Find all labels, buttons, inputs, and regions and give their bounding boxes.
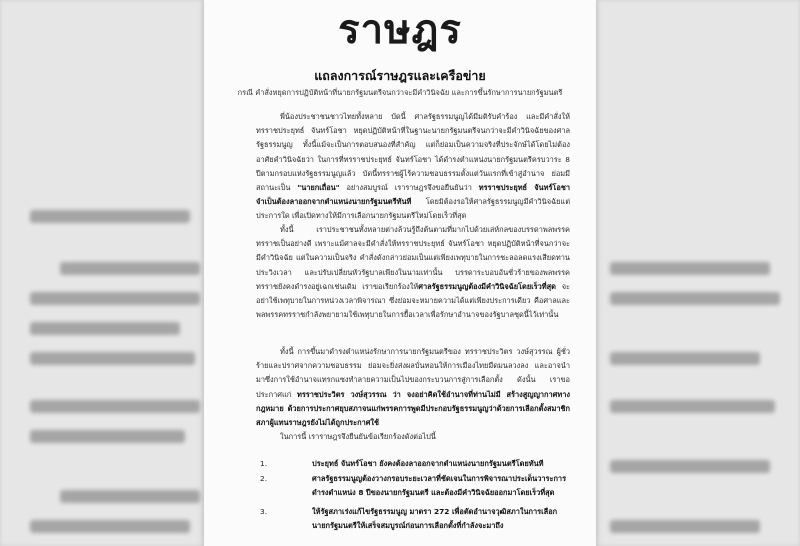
paragraph-3: [256, 345, 570, 430]
paragraph-1-emphasis-2: ทรราชประยุทธ์ จันทร์โอชา จำเป็นต้องลาออกจากตำแหน่งนายกรัฐมนตรีทันที: [256, 183, 570, 207]
document-subtitle: กรณี คำสั่งหยุดการปฏิบัติหน้าที่นายกรัฐมนตรีจนกว่าจะมีคำวินิจฉัย และการขึ้นรักษาการนายกรัฐมนตรี: [237, 88, 563, 97]
paragraph-4: [256, 430, 570, 444]
paragraph-2-emphasis: ศาลรัฐธรรมนูญต้องมีคำวินิจฉัยโดยเร็วที่สุด: [418, 281, 556, 291]
demand-text: ให้รัฐสภาเร่งแก้ไขรัฐธรรมนูญ มาตรา 272 เพื่อตัดอำนาจวุฒิสภาในการเลือกนายกรัฐมนตรีให้เสร็จสมบูรณ์ก่อนการเลือกตั้งที่กำลังจะมาถึง: [312, 507, 558, 531]
paragraph-2-text-end: จะอย่าใช้เพทุบายในการหน่วงเวลาพิจารณา ซึ่งย่อมจะหมายความได้แต่เพียงประการเดียว คือศาลและพลพรรคทรราชกำลังพยายามใช้เพทุบายในการยื้อเวลาเพื่อรักษาอำนาจของรัฐบาลชุดนี้ไว้เท่านั้น: [256, 281, 570, 320]
demand-text: ศาลรัฐธรรมนูญต้องวางกรอบระยะเวลาที่ชัดเจนในการพิจารณาประเด็นวาระการดำรงตำแหน่ง 8 ปีของนายกรัฐมนตรี และต้องมีคำวินิจฉัยออกมาโดยเร็วที่สุด: [312, 474, 567, 498]
document-title: แถลงการณ์ราษฎรและเครือข่าย: [314, 68, 486, 83]
demand-number: 2.: [260, 474, 268, 483]
demand-text: ประยุทธ์ จันทร์โอชา ยังคงต้องลาออกจากตำแหน่งนายกรัฐมนตรีโดยทันที: [312, 459, 544, 468]
paragraph-2-text: ทั้งนี้ เราประชาชนทั้งหลายต่างล้วนรู้ถึงต้นตามที่มากไปด้วยเล่ห์กลของบรรดาพลพรรคทรราชเป็นอย่างดี เพราะแม้ศาลจะมีคำสั่งให้ทรราชประยุทธ์ จันทร์โอชา หยุดปฏิบัติหน้าที่จนกว่าจะมีคำวินิจฉัย แต่ในความเป็นจริง คำสั่งดังกล่าวย่อมเป็นแต่เพียงเพทุบายในการชะลอลดแรงเสียดทาน ประวิงเวลา และปรับเปลี่ยนหัวรัฐบาลเพียงในนามเท่านั้น บรรดาระบอบอันชั่วร้ายของพลพรรคทรราชยังคงดำรงอยู่เฉกเช่นเดิม เราขอเรียกร้องให้: [256, 225, 570, 291]
ratsadon-logo: ราษฎร: [338, 6, 462, 53]
paragraph-1-text-end: โดยมิต้องรอให้ศาลรัฐธรรมนูญมีคำวินิจฉัยแต่ประการใด เพื่อเปิดทางให้มีการเลือกนายกรัฐมนตรีใหม่โดยเร็วที่สุด: [256, 197, 570, 221]
paragraph-1-text: พี่น้องประชาชนชาวไทยทั้งหลาย บัดนี้ ศาลรัฐธรรมนูญได้มีมติรับคำร้อง และมีคำสั่งให้ทรราชประยุทธ์ จันทร์โอชา หยุดปฏิบัติหน้าที่ในฐานะนายกรัฐมนตรีจนกว่าจะมีคำวินิจฉัยของศาลรัฐธรรมนูญ ทั้งนี้แม้จะเป็นการตอบสนองที่สำคัญ แต่ก็ย่อมเป็นความจริงที่ประจักษ์ได้โดยไม่ต้องอาศัยคำวินิจฉัยว่า ในการที่ทรราชประยุทธ์ จันทร์โอชา ได้ดำรงตำแหน่งนายกรัฐมนตรีครบวาระ 8 ปีตามกรอบแห่งรัฐธรรมนูญแล้ว บัดนี้ทรราชผู้ไร้ความชอบธรรมตั้งแต่วันแรกที่เข้าสู่อำนาจ ย่อมมีสถานะเป็น: [256, 112, 570, 193]
demand-item: [256, 457, 570, 471]
paragraph-3-emphasis: ทรราชประวิตร วงษ์สุวรรณ ว่า จงอย่าคิดใช้อำนาจที่ท่านไม่มี สร้างสูญญากาศทางกฎหมาย ด้วยการประกาศยุบสภาจนแก่พรรคการพูดมีประกอบรัฐธรรมนูญว่าด้วยการเลือกตั้งสมาชิกสภาผู้แทนราษฎรยังไม่ได้ถูกประกาศใช้: [256, 389, 570, 428]
paragraph-4-text: ในการนี้ เราราษฎรจึงยืนยันข้อเรียกร้องดังต่อไปนี้: [280, 432, 436, 441]
demand-number: 3.: [260, 507, 268, 516]
demand-item: [256, 472, 570, 500]
statement-document: [204, 0, 596, 546]
paragraph-2: [256, 223, 570, 322]
paragraph-1: [256, 110, 570, 224]
demand-item: [256, 505, 570, 533]
paragraph-1-emphasis-1: "นายกเถื่อน": [297, 183, 340, 193]
paragraph-1-text-middle: อย่างสมบูรณ์ เราราษฎรจึงขอยืนยันว่า: [339, 183, 479, 193]
paragraph-3-text: ทั้งนี้ การขึ้นมาดำรงตำแหน่งรักษาการนายกรัฐมนตรีของ ทรราชประวิตร วงษ์สุวรรณ ผู้ชั่วร้ายและปราศจากความชอบธรรม ย่อมจะยิ่งส่งผลบั่นทอนให้การเมืองไทยมืดมนลวงลง และอาจนำมาซึ่งการใช้อำนาจแทรกแซงทำลายความเป็นไปของกระบวนการสู่การเลือกตั้ง ดังนั้น เราขอประกาศแก่: [256, 347, 570, 399]
demand-number: 1.: [260, 459, 268, 468]
